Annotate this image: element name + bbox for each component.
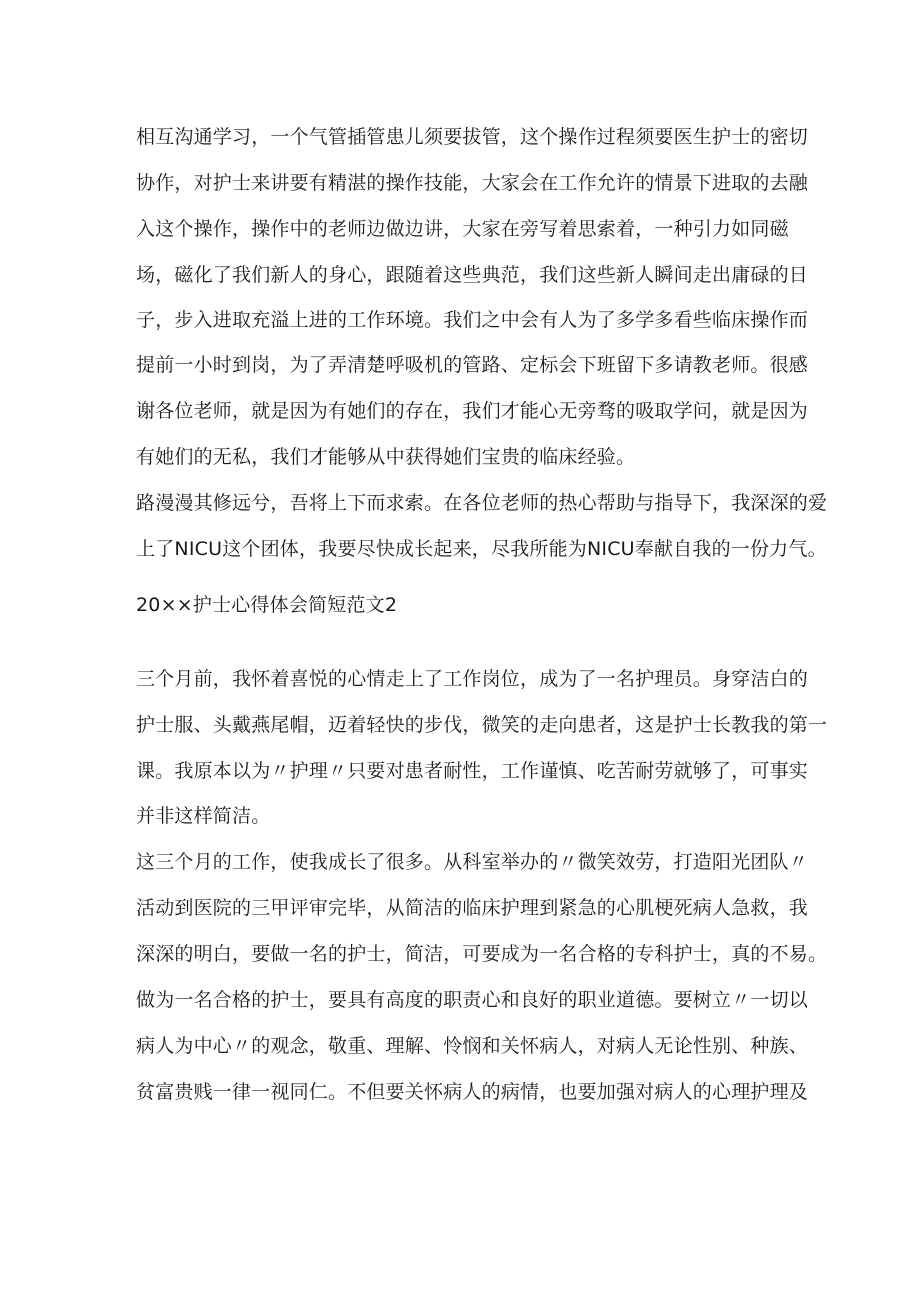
paragraph-line: 做为一名合格的护士，要具有高度的职责心和良好的职业道德。要树立〃一切以 — [136, 989, 809, 1011]
paragraph-line: 护士服、头戴燕尾帽，迈着轻快的步伐，微笑的走向患者，这是护士长教我的第一 — [136, 714, 828, 736]
paragraph-line: 谢各位老师，就是因为有她们的存在，我们才能心无旁骛的吸取学问，就是因为 — [136, 400, 809, 422]
paragraph-line: 这三个月的工作，使我成长了很多。从科室举办的〃微笑效劳，打造阳光团队〃 — [136, 851, 809, 873]
paragraph-line: 并非这样简洁。 — [136, 805, 271, 827]
paragraph-line: 活动到医院的三甲评审完毕，从简洁的临床护理到紧急的心肌梗死病人急救，我 — [136, 897, 809, 919]
paragraph-line: 贫富贵贱一律一视同仁。不但要关怀病人的病情，也要加强对病人的心理护理及 — [136, 1081, 809, 1103]
paragraph-line: 场，磁化了我们新人的身心，跟随着这些典范，我们这些新人瞬间走出庸碌的日 — [136, 264, 809, 286]
paragraph-line: 病人为中心〃的观念，敬重、理解、怜悯和关怀病人，对病人无论性别、种族、 — [136, 1035, 809, 1057]
paragraph-line: 提前一小时到岗，为了弄清楚呼吸机的管路、定标会下班留下多请教老师。很感 — [136, 354, 809, 376]
paragraph-line: 上了NICU这个团体，我要尽快成长起来，尽我所能为NICU奉献自我的一份力气。 — [136, 538, 827, 560]
paragraph-line: 子，步入进取充溢上进的工作环境。我们之中会有人为了多学多看些临床操作而 — [136, 309, 809, 331]
paragraph-line: 三个月前，我怀着喜悦的心情走上了工作岗位，成为了一名护理员。身穿洁白的 — [136, 668, 809, 690]
paragraph-line: 相互沟通学习，一个气管插管患儿须要拔管，这个操作过程须要医生护士的密切 — [136, 126, 809, 148]
paragraph-line: 入这个操作，操作中的老师边做边讲，大家在旁写着思索着，一种引力如同磁 — [136, 218, 789, 240]
paragraph-line: 有她们的无私，我们才能够从中获得她们宝贵的临床经验。 — [136, 446, 636, 468]
section-heading: 20××护士心得体会简短范文2 — [136, 594, 398, 616]
paragraph-line: 课。我原本以为〃护理〃只要对患者耐性，工作谨慎、吃苦耐劳就够了，可事实 — [136, 760, 809, 782]
paragraph-line: 深深的明白，要做一名的护士，简洁，可要成为一名合格的专科护士，真的不易。 — [136, 943, 828, 965]
paragraph-line: 路漫漫其修远兮，吾将上下而求索。在各位老师的热心帮助与指导下，我深深的爱 — [136, 492, 828, 514]
paragraph-line: 协作，对护士来讲要有精湛的操作技能，大家会在工作允许的情景下进取的去融 — [136, 172, 809, 194]
